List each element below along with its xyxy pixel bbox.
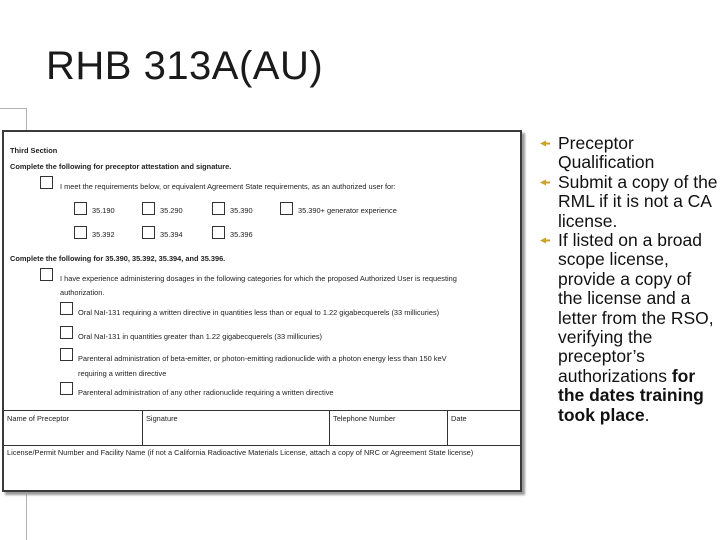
- option-label: 35.190: [92, 206, 115, 215]
- option-label: 35.396: [230, 230, 253, 239]
- bullet-list: [540, 134, 718, 425]
- checkbox-icon[interactable]: [280, 202, 293, 215]
- bullet-item: If listed on a broad scope license, provide a copy of the license and a letter from the RSO, verifying the preceptor’s authorizations for the dates training took place.: [540, 231, 718, 425]
- experience-text: I have experience administering dosages in the following categories for which the proposed Authorized User is requesting: [60, 274, 457, 283]
- option-label: 35.390: [230, 206, 253, 215]
- signature-grid: [4, 410, 520, 491]
- instruction-dosages: Complete the following for 35.390, 35.392, 35.394, and 35.396.: [10, 254, 226, 263]
- checkbox-icon[interactable]: [74, 202, 87, 215]
- checkbox-icon[interactable]: [60, 382, 73, 395]
- field-name-of-preceptor[interactable]: Name of Preceptor: [4, 411, 143, 445]
- field-telephone[interactable]: Telephone Number: [330, 411, 448, 445]
- dosage-option: Oral NaI-131 requiring a written directive in quantities less than or equal to 1.22 gigabecquerels (33 millicuries): [78, 308, 440, 317]
- checkbox-icon[interactable]: [142, 202, 155, 215]
- checkbox-icon[interactable]: [212, 226, 225, 239]
- dosage-option: Oral NaI-131 in quantities greater than 1.22 gigabecquerels (33 millicuries): [78, 332, 323, 341]
- dosage-option: Parenteral administration of any other radionuclide requiring a written directive: [78, 388, 334, 397]
- option-label: 35.394: [160, 230, 183, 239]
- option-label: 35.392: [92, 230, 115, 239]
- field-license[interactable]: License/Permit Number and Facility Name (if not a California Radioactive Materials License, attach a copy of NRC or Agreement State license): [7, 448, 474, 457]
- bullet-item: Submit a copy of the RML if it is not a CA license.: [540, 173, 718, 231]
- checkbox-icon[interactable]: [60, 326, 73, 339]
- checkbox-icon[interactable]: [60, 302, 73, 315]
- slide-title: RHB 313A(AU): [46, 44, 324, 88]
- dosage-option: Parenteral administration of beta-emitter, or photon-emitting radionuclide with a photon energy less than 150 keV: [78, 354, 447, 363]
- decorative-rule: [0, 108, 26, 109]
- field-signature[interactable]: Signature: [143, 411, 330, 445]
- checkbox-icon[interactable]: [40, 268, 53, 281]
- checkbox-icon[interactable]: [60, 348, 73, 361]
- form-scan: [2, 130, 522, 492]
- checkbox-icon[interactable]: [74, 226, 87, 239]
- checkbox-icon[interactable]: [142, 226, 155, 239]
- bullet-arrow-icon: [540, 179, 550, 186]
- dosage-option-cont: requiring a written directive: [78, 369, 167, 378]
- checkbox-icon[interactable]: [40, 176, 53, 189]
- bullet-item: Preceptor Qualification: [540, 134, 718, 173]
- option-label: 35.290: [160, 206, 183, 215]
- experience-text-cont: authorization.: [60, 288, 105, 297]
- field-date[interactable]: Date: [451, 414, 467, 423]
- requirement-text: I meet the requirements below, or equivalent Agreement State requirements, as an authorized user for:: [60, 182, 396, 191]
- section-label: Third Section: [10, 146, 58, 155]
- bullet-arrow-icon: [540, 140, 550, 147]
- bold-emphasis: for the dates training took place: [558, 365, 704, 425]
- instruction-attestation: Complete the following for preceptor attestation and signature.: [10, 162, 232, 171]
- checkbox-icon[interactable]: [212, 202, 225, 215]
- bullet-arrow-icon: [540, 237, 550, 244]
- option-label: 35.390+ generator experience: [298, 206, 397, 215]
